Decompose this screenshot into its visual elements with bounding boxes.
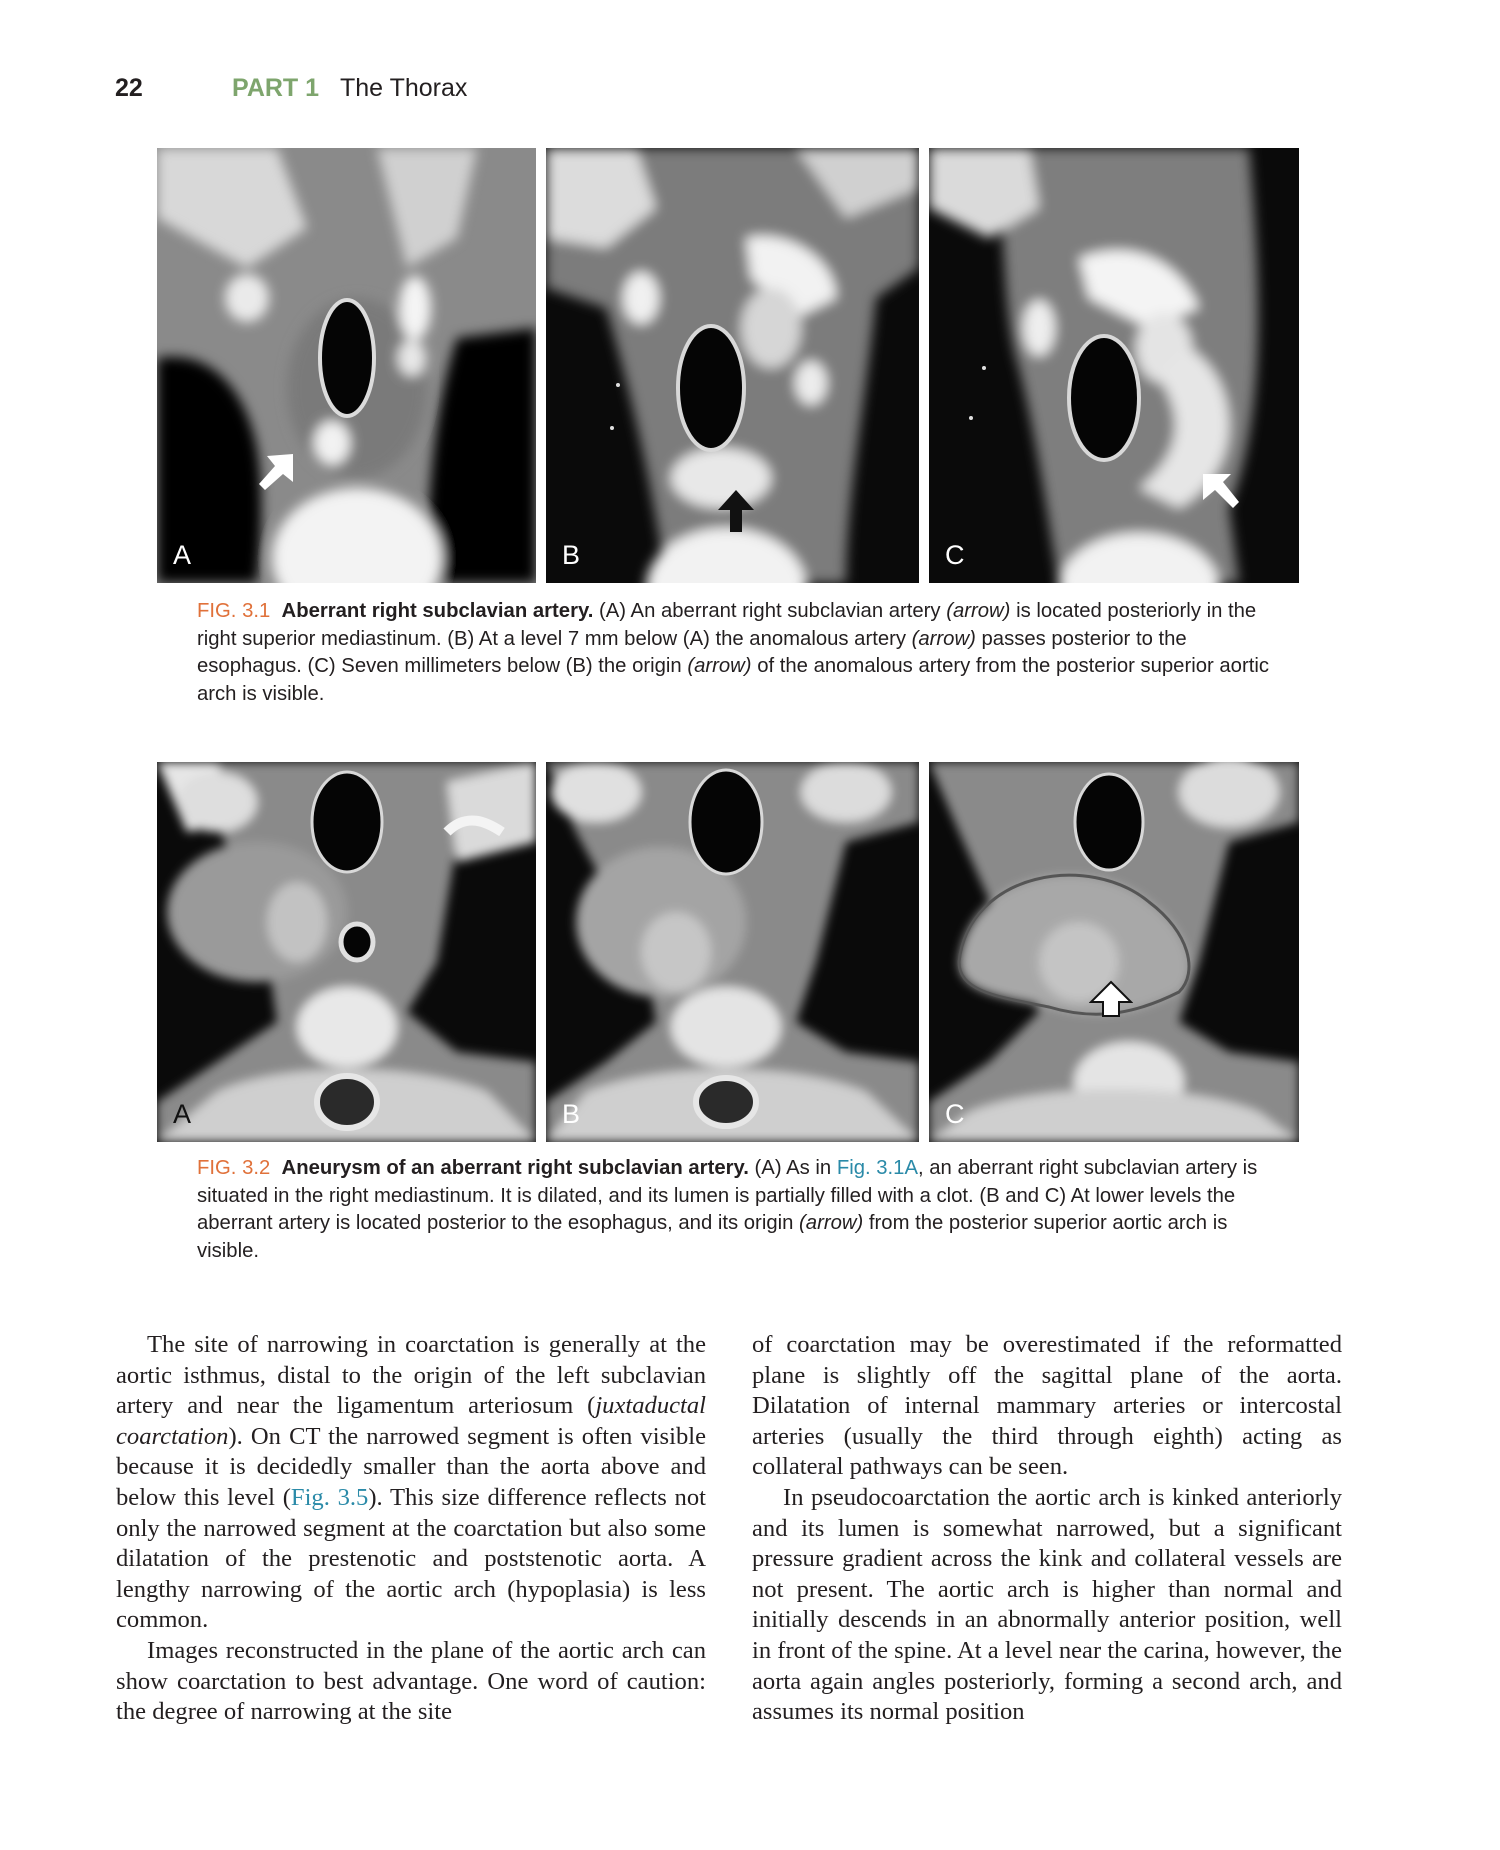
figure-link[interactable]: Fig. 3.1A bbox=[836, 1157, 918, 1179]
figure-number: FIG. 3.1 bbox=[197, 600, 271, 622]
arrow-icon bbox=[716, 488, 756, 534]
ct-panel-c bbox=[929, 148, 1299, 583]
part-title: The Thorax bbox=[340, 74, 468, 102]
figure-number: FIG. 3.2 bbox=[197, 1157, 271, 1179]
ct-panel-c bbox=[929, 762, 1299, 1142]
caption-text: is located posteriorly in the right superior mediastinum. (B) At a level 7 mm below (A) the anomalous artery bbox=[197, 600, 1257, 650]
ct-panel-b bbox=[546, 762, 919, 1142]
ct-panel-a bbox=[157, 762, 536, 1142]
figure-title: Aberrant right subclavian artery. bbox=[281, 600, 594, 622]
caption-text: (A) An aberrant right subclavian artery bbox=[593, 600, 947, 622]
caption-arrow-ref: (arrow) bbox=[799, 1212, 864, 1234]
ct-scan-image bbox=[929, 148, 1299, 583]
ct-scan-image bbox=[157, 762, 536, 1142]
paragraph: of coarctation may be overestimated if the reformatted plane is slightly off the sagittal plane of the aorta. Dilatation of internal mammary arteries or intercostal arteries (usually the third through eighth) acting as collateral pathways can be seen. bbox=[752, 1331, 1342, 1481]
page-number: 22 bbox=[115, 74, 143, 102]
caption-text: of the anomalous artery from the posterior superior aortic arch is visible. bbox=[197, 655, 1269, 705]
caption-arrow-ref: (arrow) bbox=[687, 655, 752, 677]
ct-scan-image bbox=[157, 148, 536, 583]
ct-scan-image bbox=[546, 762, 919, 1142]
caption-text: , an aberrant right subclavian artery is situated in the right mediastinum. It is dilated, and its lumen is partially filled with a clot. (B and C) At lower levels the aberrant artery is located posterior to the esophagus, and its origin bbox=[197, 1157, 1258, 1234]
ct-scan-image bbox=[929, 762, 1299, 1142]
caption-arrow-ref: (arrow) bbox=[946, 600, 1011, 622]
paragraph: Images reconstructed in the plane of the aortic arch can show coarctation to best advantage. One word of caution: the degree of narrowing at the site bbox=[116, 1636, 706, 1726]
figure-3-2-caption bbox=[197, 1155, 1287, 1265]
figure-3-2-images bbox=[157, 762, 1299, 1142]
arrow-icon bbox=[1197, 468, 1243, 514]
body-column-left bbox=[116, 1330, 706, 1728]
caption-text: from the posterior superior aortic arch is visible. bbox=[197, 1212, 1228, 1262]
panel-label-c: C bbox=[945, 1099, 965, 1129]
paragraph bbox=[116, 1330, 706, 1636]
figure-3-1-caption bbox=[197, 598, 1287, 708]
body-text: ). On CT the narrowed segment is often visible because it is decidedly smaller than the aorta above and below this level ( bbox=[116, 1422, 706, 1511]
panel-label-b: B bbox=[562, 1099, 581, 1129]
ct-panel-a bbox=[157, 148, 536, 583]
open-arrow-icon bbox=[1089, 980, 1133, 1018]
body-text: The site of narrowing in coarctation is generally at the aortic isthmus, distal to the origin of the left subclavian artery and near the ligamentum arteriosum ( bbox=[116, 1331, 706, 1420]
panel-label-a: A bbox=[173, 540, 192, 570]
body-italic-term: juxtaductal coarctation bbox=[116, 1392, 706, 1450]
figure-link[interactable]: Fig. 3.5 bbox=[290, 1483, 369, 1511]
body-column-right bbox=[752, 1330, 1342, 1728]
arrow-icon bbox=[253, 448, 299, 494]
figure-title: Aneurysm of an aberrant right subclavian artery. bbox=[281, 1157, 749, 1179]
caption-arrow-ref: (arrow) bbox=[911, 627, 976, 650]
panel-label-c: C bbox=[945, 540, 965, 570]
figure-3-1-images bbox=[157, 148, 1299, 583]
panel-label-a: A bbox=[173, 1099, 192, 1129]
caption-text: passes posterior to the esophagus. (C) Seven millimeters below (B) the origin bbox=[197, 627, 1187, 677]
panel-label-b: B bbox=[562, 540, 581, 570]
part-label: PART 1 bbox=[232, 74, 320, 102]
caption-text: (A) As in bbox=[748, 1157, 837, 1179]
paragraph: In pseudocoarctation the aortic arch is kinked anteriorly and its lumen is somewhat narrowed, but a significant pressure gradient across the kink and collateral vessels are not present. The aortic arch is higher than normal and initially descends in an abnormally anterior position, well in front of the spine. At a level near the carina, however, the aorta again angles posteriorly, forming a second arch, and assumes its normal position bbox=[752, 1483, 1342, 1726]
ct-panel-b bbox=[546, 148, 919, 583]
body-text: ). This size difference reflects not only the narrowed segment at the coarctation but also some dilatation of the prestenotic and poststenotic aorta. A lengthy narrowing of the aortic arch (hypoplasia) is less common. bbox=[116, 1483, 706, 1634]
